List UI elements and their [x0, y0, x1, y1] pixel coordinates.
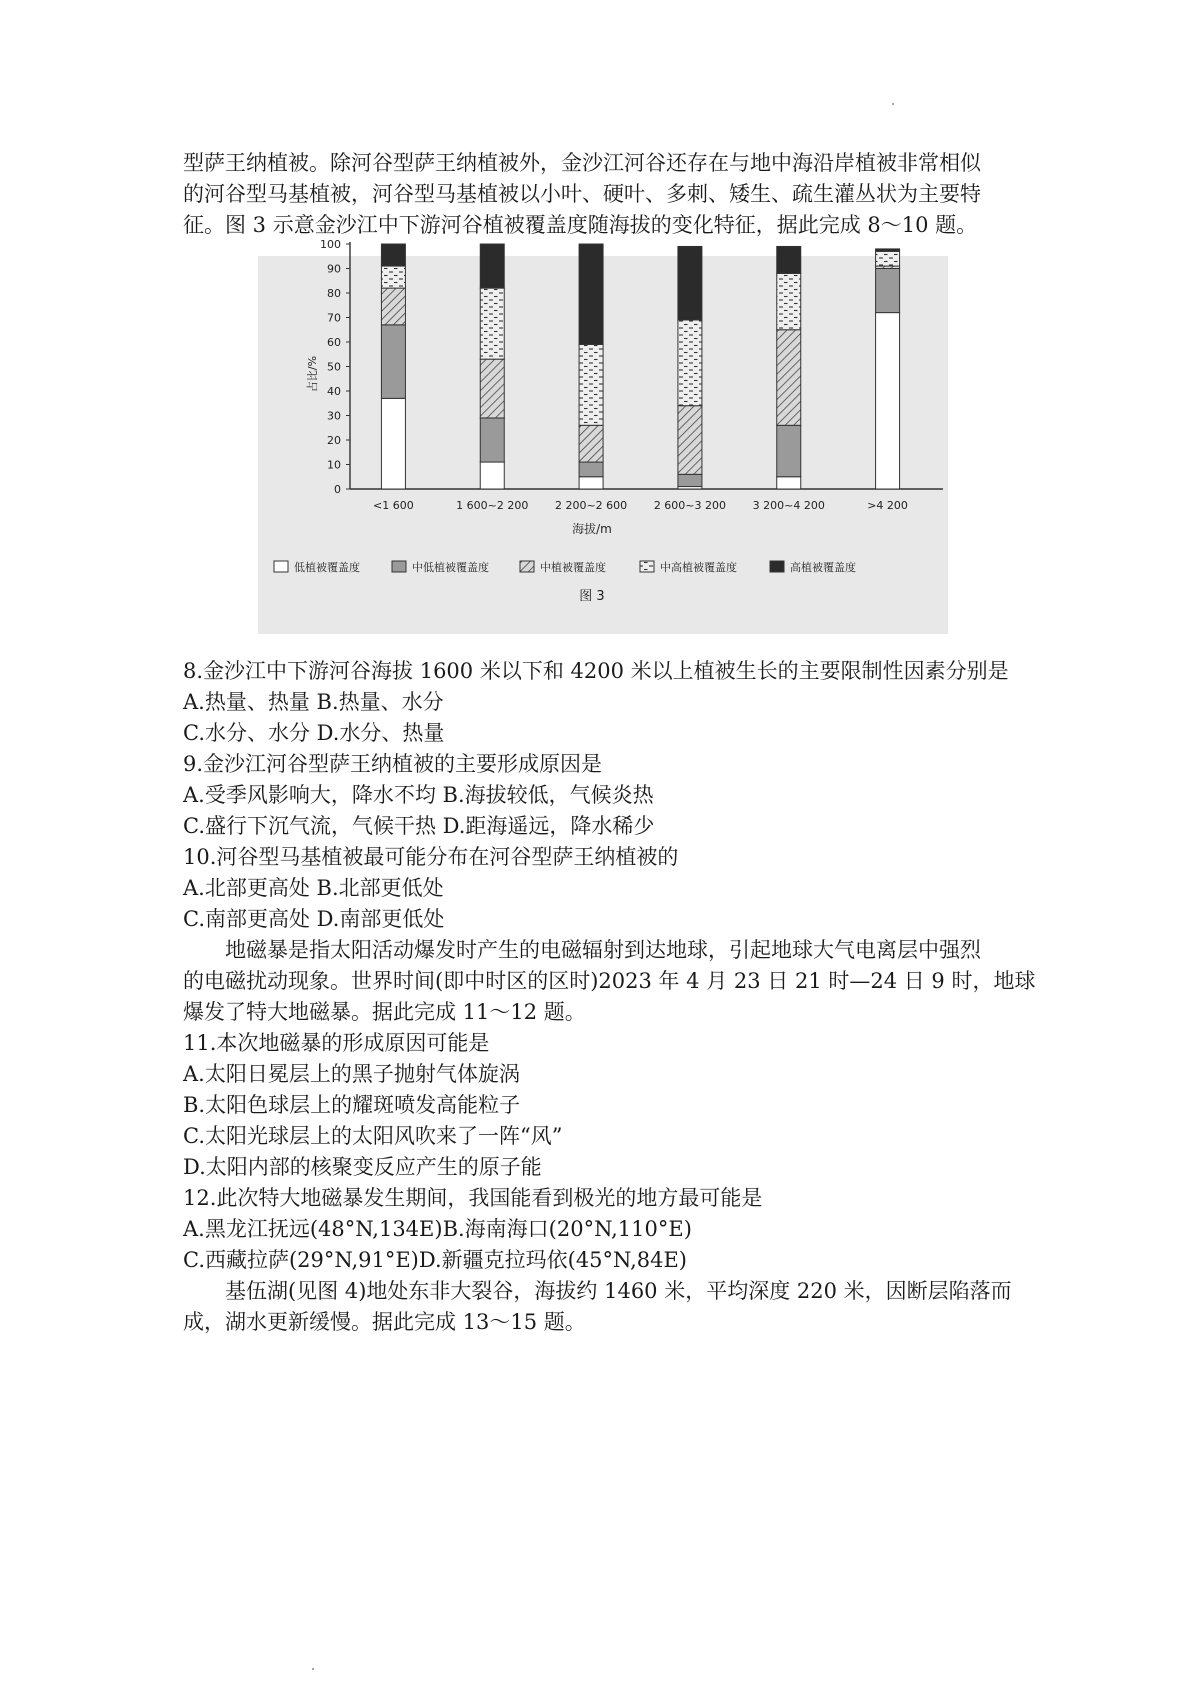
lake-intro-line-1: 基伍湖(见图 4)地处东非大裂谷，海拔约 1460 米，平均深度 220 米，因断层陷落而 — [225, 1279, 1012, 1303]
q8-options-ab: A.热量、热量 B.热量、水分 — [183, 690, 444, 714]
bar-segment — [777, 477, 801, 489]
bar-segment — [381, 266, 405, 288]
legend-swatch — [392, 561, 406, 572]
q12-options-cd: C.西藏拉萨(29°N,91°E)D.新疆克拉玛依(45°N,84E) — [183, 1248, 687, 1272]
x-tick-label: 2 200~2 600 — [554, 499, 628, 512]
bar-segment — [777, 425, 801, 476]
intro-paragraph — [183, 148, 1029, 241]
lake-intro-paragraph — [183, 1276, 1029, 1338]
bar-segment — [678, 246, 702, 320]
bar-segment — [876, 249, 900, 251]
bar-segment — [480, 244, 504, 288]
bar-segment — [579, 344, 603, 425]
bar-segment — [678, 474, 702, 486]
bar-segment — [381, 398, 405, 489]
y-tick-label: 70 — [327, 311, 341, 325]
y-tick-label: 40 — [327, 385, 341, 398]
y-tick-label: 0 — [334, 483, 341, 496]
lake-intro-line-2: 成，湖水更新缓慢。据此完成 13～15 题。 — [183, 1310, 586, 1334]
bar-segment — [579, 244, 603, 344]
y-tick-label: 100 — [320, 238, 341, 251]
y-tick-label: 80 — [327, 287, 341, 300]
chart-legend — [274, 560, 856, 604]
bar-segment — [480, 462, 504, 489]
legend-label: 高植被覆盖度 — [790, 561, 856, 574]
questions-11-12 — [183, 1028, 1029, 1276]
bar-segment — [381, 244, 405, 266]
bar-segment — [381, 288, 405, 325]
y-axis-label: 占比/% — [306, 355, 319, 393]
y-tick-label: 50 — [327, 360, 341, 374]
bar-segment — [381, 325, 405, 399]
q8-stem: 8.金沙江中下游河谷海拔 1600 米以下和 4200 米以上植被生长的主要限制性因素分别是 — [183, 659, 1009, 683]
x-tick-label: <1 600 — [373, 499, 414, 512]
legend-swatch — [640, 561, 654, 572]
bar-segment — [777, 246, 801, 273]
x-axis-label: 海拔/m — [572, 522, 612, 536]
x-tick-label: 3 200~4 200 — [752, 499, 825, 512]
q9-options-cd: C.盛行下沉气流，气候干热 D.距海遥远，降水稀少 — [183, 814, 655, 838]
scan-speck — [892, 103, 894, 105]
q11-option-d: D.太阳内部的核聚变反应产生的原子能 — [183, 1155, 542, 1179]
y-tick-label: 60 — [327, 336, 341, 349]
intro-line-1: 型萨王纳植被。除河谷型萨王纳植被外，金沙江河谷还存在与地中海沿岸植被非常相似 — [183, 151, 981, 175]
y-tick-label: 90 — [327, 262, 341, 276]
y-tick-label: 30 — [327, 409, 341, 423]
questions-8-10 — [183, 656, 1029, 935]
q10-stem: 10.河谷型马基植被最可能分布在河谷型萨王纳植被的 — [183, 845, 679, 869]
vegetation-coverage-chart — [258, 238, 948, 634]
x-tick-label: 2 600~3 200 — [653, 499, 727, 512]
bar-segment — [579, 477, 603, 489]
legend-label: 低植被覆盖度 — [294, 561, 360, 574]
bar-segment — [480, 418, 504, 462]
bar-segment — [678, 406, 702, 475]
legend-swatch — [770, 561, 784, 572]
legend-label: 中低植被覆盖度 — [412, 561, 489, 574]
chart-bars — [381, 244, 899, 489]
q12-options-ab: A.黑龙江抚远(48°N,134E)B.海南海口(20°N,110°E) — [183, 1217, 692, 1241]
x-tick-label: 1 600~2 200 — [456, 499, 529, 512]
legend-label: 中植被覆盖度 — [540, 561, 606, 574]
storm-intro-paragraph — [183, 935, 1036, 1028]
bar-segment — [579, 425, 603, 462]
q11-option-a: A.太阳日冕层上的黑子抛射气体旋涡 — [183, 1062, 520, 1086]
q9-stem: 9.金沙江河谷型萨王纳植被的主要形成原因是 — [183, 752, 603, 776]
x-tick-label: >4 200 — [867, 499, 908, 512]
bar-segment — [480, 288, 504, 359]
figure-3 — [258, 238, 948, 634]
legend-swatch — [520, 561, 534, 572]
bar-segment — [876, 269, 900, 313]
bar-segment — [777, 330, 801, 426]
q11-stem: 11.本次地磁暴的形成原因可能是 — [183, 1031, 490, 1055]
legend-label: 中高植被覆盖度 — [660, 561, 737, 574]
q10-options-cd: C.南部更高处 D.南部更低处 — [183, 907, 445, 931]
bar-segment — [480, 359, 504, 418]
bar-segment — [777, 273, 801, 329]
legend-swatch — [274, 561, 288, 572]
y-tick-label: 20 — [327, 434, 341, 447]
bar-segment — [678, 320, 702, 406]
intro-line-2: 的河谷型马基植被，河谷型马基植被以小叶、硬叶、多刺、矮生、疏生灌丛状为主要特 — [183, 182, 981, 206]
q9-options-ab: A.受季风影响大，降水不均 B.海拔较低，气候炎热 — [183, 783, 654, 807]
storm-intro-line-1: 地磁暴是指太阳活动爆发时产生的电磁辐射到达地球，引起地球大气电离层中强烈 — [225, 938, 981, 962]
storm-intro-line-3: 爆发了特大地磁暴。据此完成 11～12 题。 — [183, 1000, 586, 1024]
y-tick-label: 10 — [327, 458, 341, 472]
q11-option-b: B.太阳色球层上的耀斑喷发高能粒子 — [183, 1093, 521, 1117]
bar-segment — [579, 462, 603, 477]
q11-option-c: C.太阳光球层上的太阳风吹来了一阵“风” — [183, 1124, 563, 1148]
intro-line-3: 征。图 3 示意金沙江中下游河谷植被覆盖度随海拔的变化特征，据此完成 8～10 题。 — [183, 213, 978, 237]
bar-segment — [876, 313, 900, 489]
q10-options-ab: A.北部更高处 B.北部更低处 — [183, 876, 444, 900]
q8-options-cd: C.水分、水分 D.水分、热量 — [183, 721, 445, 745]
figure-caption: 图 3 — [579, 589, 605, 604]
bar-segment — [876, 251, 900, 266]
storm-intro-line-2: 的电磁扰动现象。世界时间(即中时区的区时)2023 年 4 月 23 日 21 时—24 日 9 时，地球 — [183, 969, 1036, 993]
scan-speck — [312, 1668, 314, 1670]
q12-stem: 12.此次特大地磁暴发生期间，我国能看到极光的地方最可能是 — [183, 1186, 763, 1210]
